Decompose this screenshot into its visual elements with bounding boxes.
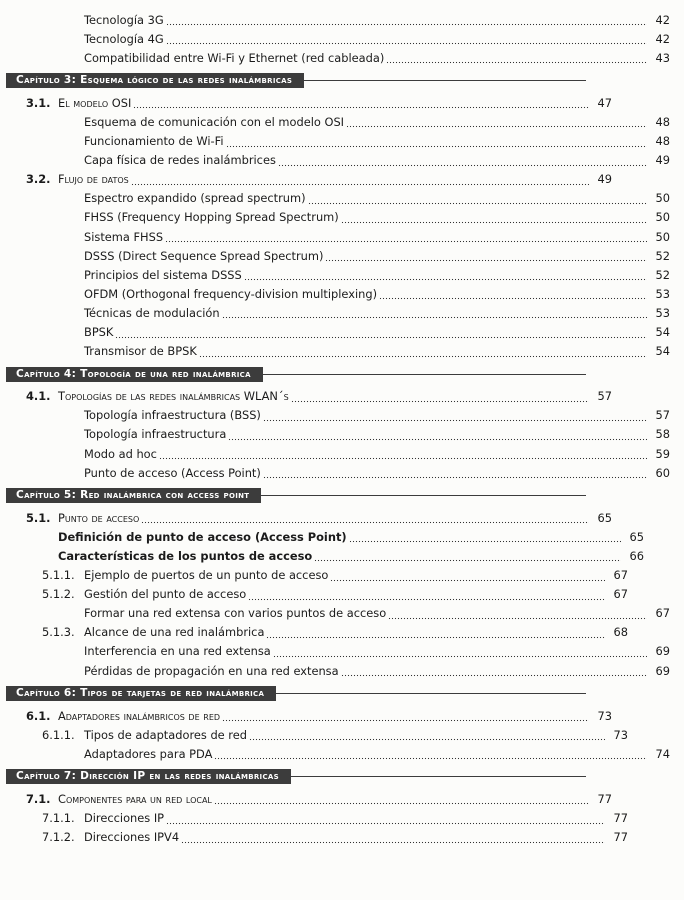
toc-entry-page: 74 (655, 746, 670, 761)
toc-entry[interactable] (0, 227, 684, 246)
chapter-heading[interactable] (0, 72, 600, 89)
toc-entry[interactable] (0, 604, 684, 623)
dot-leader (115, 323, 647, 342)
chapter-rule (276, 693, 586, 694)
toc-entry[interactable] (0, 425, 684, 444)
dot-leader (273, 642, 647, 661)
dot-leader (308, 189, 647, 208)
toc-entry-page: 69 (655, 663, 670, 678)
toc-entry[interactable] (0, 246, 684, 265)
toc-entry-title: Tipos de adaptadores de red (84, 727, 247, 742)
toc-entry-title: Direcciones IPV4 (84, 830, 180, 845)
toc-entry[interactable] (0, 744, 684, 763)
dot-leader (346, 112, 647, 131)
toc-entry-page: 58 (655, 427, 670, 442)
toc-entry-title: Sistema FHSS (84, 229, 164, 244)
toc-entry-title: Capa física de redes inalámbrices (84, 153, 276, 168)
toc-entry-page: 65 (629, 529, 644, 544)
toc-entry-page: 69 (655, 644, 670, 659)
toc-entry-number: 3.1. (26, 95, 51, 110)
toc-entry-title: El modelo OSI (58, 95, 132, 110)
chapter-title: Capítulo 3: Esquema lógico de las redes inalámbricas (6, 73, 304, 88)
toc-entry-title: Compatibilidad entre Wi-Fi y Ethernet (red cableada) (84, 50, 385, 65)
toc-entry[interactable] (0, 725, 642, 744)
toc-entry[interactable] (0, 527, 658, 546)
toc-entry[interactable] (0, 303, 684, 322)
toc-entry-title: Topología infraestructura (BSS) (84, 408, 261, 423)
toc-entry[interactable] (0, 406, 684, 425)
chapter-rule (263, 374, 586, 375)
toc-entry-page: 77 (613, 811, 628, 825)
toc-entry-title: Características de los puntos de acceso (58, 548, 313, 563)
chapter-title: Capítulo 7: Dirección IP en las redes inalámbricas (6, 769, 291, 784)
dot-leader (278, 151, 647, 170)
toc-entry-page: 52 (655, 248, 670, 263)
toc-entry-title: Tecnología 3G (84, 12, 164, 27)
dot-leader (141, 508, 589, 527)
dot-leader (330, 566, 605, 585)
toc-entry-title: Principios del sistema DSSS (84, 267, 242, 282)
toc-entry-page: 73 (597, 708, 612, 723)
chapter-heading[interactable] (0, 685, 600, 702)
toc-entry[interactable] (0, 463, 684, 482)
toc-entry-page: 59 (655, 446, 670, 461)
toc-entry-title: Adaptadores inalámbricos de red (58, 708, 221, 723)
dot-leader (314, 546, 621, 565)
toc-entry-page: 77 (613, 830, 628, 845)
toc-entry-title: Modo ad hoc (84, 446, 157, 461)
dot-leader (159, 444, 647, 463)
dot-leader (349, 527, 621, 546)
toc-entry[interactable] (0, 546, 658, 565)
dot-leader (181, 828, 605, 847)
toc-entry-number: 7.1. (26, 791, 51, 806)
toc-entry-page: 47 (597, 95, 612, 110)
toc-entry[interactable] (0, 48, 684, 67)
toc-entry-page: 77 (597, 791, 612, 806)
toc-entry-number: 5.1. (26, 510, 51, 525)
toc-entry-title: Interferencia en una red extensa (84, 644, 271, 659)
dot-leader (341, 661, 647, 680)
toc-entry-title: BPSK (84, 325, 114, 339)
toc-entry-page: 48 (655, 134, 670, 148)
toc-entry[interactable] (0, 284, 684, 303)
toc-entry-title: Espectro expandido (spread spectrum) (84, 191, 306, 206)
chapter-heading[interactable] (0, 487, 600, 504)
dot-leader (133, 93, 589, 112)
toc-entry[interactable] (0, 265, 684, 284)
toc-entry[interactable] (0, 828, 642, 847)
dot-leader (165, 227, 647, 246)
toc-entry-page: 43 (655, 50, 670, 65)
toc-entry-page: 67 (613, 568, 628, 582)
chapter-rule (304, 80, 586, 81)
toc-entry-number: 7.1.1. (42, 811, 75, 825)
toc-entry-page: 60 (655, 465, 670, 480)
toc-entry-page: 48 (655, 114, 670, 129)
toc-entry-page: 49 (655, 153, 670, 168)
toc-entry-title: Pérdidas de propagación en una red extensa (84, 663, 339, 678)
toc-entry[interactable] (0, 132, 684, 151)
toc-entry-page: 49 (597, 172, 612, 187)
toc-entry[interactable] (0, 151, 684, 170)
toc-entry-title: Técnicas de modulación (84, 305, 220, 320)
toc-entry-title: Definición de punto de acceso (Access Point) (58, 529, 347, 544)
dot-leader (244, 265, 647, 284)
dot-leader (222, 303, 647, 322)
chapter-heading[interactable] (0, 768, 600, 785)
toc-entry[interactable] (0, 508, 626, 527)
toc-entry-title: Gestión del punto de acceso (84, 587, 247, 602)
toc-entry-page: 67 (613, 587, 628, 602)
dot-leader (166, 29, 647, 48)
toc-entry[interactable] (0, 809, 642, 828)
dot-leader (166, 809, 605, 828)
toc-entry-page: 50 (655, 191, 670, 206)
toc-entry-page: 65 (597, 510, 612, 525)
toc-entry[interactable] (0, 661, 684, 680)
toc-entry[interactable] (0, 170, 626, 189)
toc-entry-page: 42 (655, 12, 670, 27)
toc-entry-title: Esquema de comunicación con el modelo OSI (84, 114, 345, 129)
toc-entry-title: Topología infraestructura (84, 427, 227, 442)
toc-entry-number: 5.1.3. (42, 625, 75, 640)
toc-entry-number: 6.1.1. (42, 727, 75, 742)
dot-leader (291, 387, 589, 406)
toc-entry-page: 57 (655, 408, 670, 423)
dot-leader (214, 789, 589, 808)
toc-entry[interactable] (0, 706, 626, 725)
toc-entry[interactable] (0, 323, 684, 342)
toc-entry-number: 7.1.2. (42, 830, 75, 845)
toc-entry-page: 53 (655, 286, 670, 301)
toc-entry-title: Punto de acceso (Access Point) (84, 465, 261, 480)
toc-entry-title: Topologías de las redes inalámbricas WLAN´s (58, 389, 289, 404)
toc-entry-number: 6.1. (26, 708, 51, 723)
toc-entry-title: Adaptadores para PDA (84, 746, 213, 761)
toc-entry-number: 4.1. (26, 389, 51, 404)
toc-entry[interactable] (0, 566, 642, 585)
toc-entry[interactable] (0, 10, 684, 29)
toc-entry[interactable] (0, 208, 684, 227)
toc-entry-title: Flujo de datos (58, 172, 129, 187)
toc-entry-page: 67 (655, 606, 670, 621)
toc-entry[interactable] (0, 387, 626, 406)
toc-entry-page: 52 (655, 267, 670, 282)
dot-leader (263, 406, 647, 425)
toc-entry-title: Ejemplo de puertos de un punto de acceso (84, 568, 329, 582)
dot-leader (388, 604, 647, 623)
toc-entry[interactable] (0, 642, 684, 661)
dot-leader (325, 246, 647, 265)
toc-entry[interactable] (0, 112, 684, 131)
toc-entry-page: 66 (629, 548, 644, 563)
chapter-title: Capítulo 5: Red inalámbrica con access point (6, 488, 261, 503)
dot-leader (228, 425, 647, 444)
dot-leader (248, 585, 605, 604)
toc-entry-title: Punto de acceso (58, 510, 140, 525)
toc-entry-title: Funcionamiento de Wi-Fi (84, 134, 224, 148)
toc-entry[interactable] (0, 585, 642, 604)
chapter-title: Capítulo 6: Tipos de tarjetas de red inalámbrica (6, 686, 276, 701)
dot-leader (386, 48, 647, 67)
toc-entry-number: 3.2. (26, 172, 51, 187)
toc-entry[interactable] (0, 444, 684, 463)
dot-leader (249, 725, 605, 744)
toc-entry-page: 57 (597, 389, 612, 404)
toc-entry-page: 53 (655, 305, 670, 320)
toc-entry[interactable] (0, 623, 642, 642)
toc-entry-title: Transmisor de BPSK (84, 344, 197, 359)
chapter-title: Capítulo 4: Topología de una red inalámbrica (6, 367, 263, 382)
toc-entry-page: 42 (655, 31, 670, 46)
toc-entry-title: Tecnología 4G (84, 31, 164, 46)
dot-leader (379, 284, 647, 303)
toc-entry[interactable] (0, 29, 684, 48)
dot-leader (214, 744, 647, 763)
toc-entry-title: FHSS (Frequency Hopping Spread Spectrum) (84, 210, 339, 225)
toc-entry-page: 54 (655, 325, 670, 339)
toc-entry-title: Formar una red extensa con varios puntos de acceso (84, 606, 387, 621)
toc-entry-title: Componentes para un red local (58, 791, 212, 806)
dot-leader (222, 706, 589, 725)
toc-entry-page: 73 (613, 727, 628, 742)
chapter-rule (261, 495, 586, 496)
toc-entry-title: Alcance de una red inalámbrica (84, 625, 265, 640)
toc-entry[interactable] (0, 789, 626, 808)
toc-entry-page: 68 (613, 625, 628, 640)
chapter-rule (291, 776, 586, 777)
toc-entry[interactable] (0, 342, 684, 361)
toc-entry-number: 5.1.2. (42, 587, 75, 602)
toc-entry-title: OFDM (Orthogonal frequency-division multiplexing) (84, 286, 378, 301)
dot-leader (199, 342, 647, 361)
toc-entry-title: DSSS (Direct Sequence Spread Spectrum) (84, 248, 324, 263)
chapter-heading[interactable] (0, 366, 600, 383)
toc-entry-page: 54 (655, 344, 670, 359)
toc-entry-title: Direcciones IP (84, 811, 165, 825)
dot-leader (263, 463, 647, 482)
dot-leader (226, 132, 647, 151)
toc-entry[interactable] (0, 189, 684, 208)
toc-entry-number: 5.1.1. (42, 568, 75, 582)
toc-entry[interactable] (0, 93, 626, 112)
dot-leader (341, 208, 647, 227)
toc-entry-page: 50 (655, 229, 670, 244)
dot-leader (131, 170, 589, 189)
toc-entry-page: 50 (655, 210, 670, 225)
dot-leader (166, 10, 647, 29)
dot-leader (266, 623, 605, 642)
